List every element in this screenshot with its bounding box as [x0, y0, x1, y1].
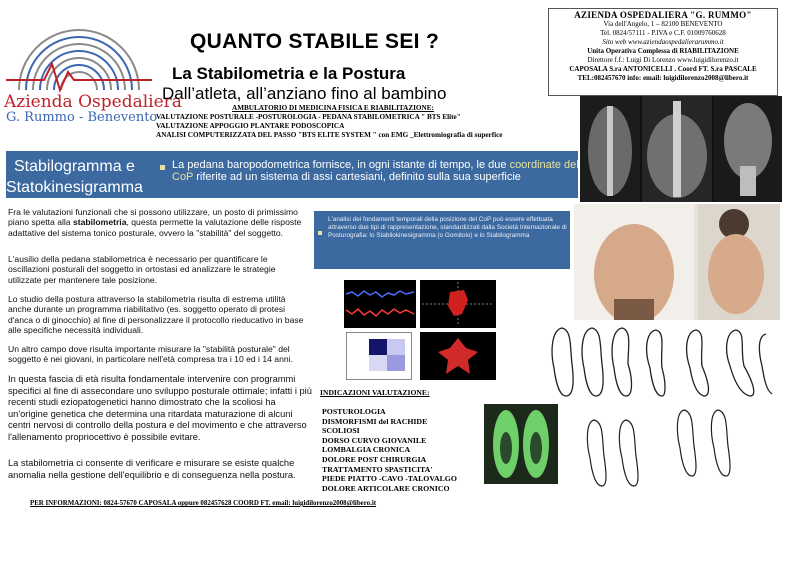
main-title: QUANTO STABILE SEI ?	[190, 30, 440, 53]
para1-text: Fra le valutazioni funzionali che si possono utilizzare, un posto di primissimo piano spetta alla	[8, 207, 298, 228]
footer-info: PER INFORMAZIONI: 0824-57670 CAPOSALA oppure 082457628 COORD FT. email: luigidilorenzo2008@libero.it	[30, 500, 377, 507]
contact-line: Sito web www.aziendaospedalierarummo.it	[602, 38, 724, 46]
ambulatorio-line-3: ANALISI COMPUTERIZZATA DEL PASSO "BTS ELITE SYSTEM " con EMG _Elettromiografia di superfice	[156, 131, 503, 139]
banner-label-line1: Stabilogramma e	[14, 158, 135, 175]
paragraph-4: Un altro campo dove risulta importante misurare la "stabilità posturale" del soggetto è nei giovani, in particolare nell'età compresa tra i 10 ed i 14 anni.	[8, 344, 293, 365]
paragraph-6: La stabilometria ci consente di verificare e misurare se esiste qualche anomalia nella gestione dell'equilibrio e di conseguenza nella postura.	[8, 458, 296, 480]
bullet-icon	[160, 165, 165, 170]
banner-label-line2: Statokinesigramma	[6, 179, 143, 196]
stabilogram-plot	[344, 280, 416, 328]
contact-line: Unita Operativa Complessa di RIABILITAZIONE	[587, 47, 739, 55]
contact-line: TEL:082457670 info: email: luigidilorenzo2008@libero.it	[577, 74, 749, 82]
paragraph-5: In questa fascia di età risulta fondamentale intervenire con programmi specifici al fine di assecondare uno sviluppo posturale ottimale; infatti i più recenti studi eziopatogenetici hanno dimostrato che la scoliosi ha un'origine genetica che determina una ritardata maturazione di alcuni centri nervosi di controllo della postura e del movimento e che attraverso l'allenamento propriocettivo è possibile evitare.	[8, 374, 312, 442]
paragraph-2: L'ausilio della pedana stabilometrica è necessario per quantificare le oscillazioni posturali del soggetto in ortostasi ed analizzare le strategie utilizzate per mantenere tale posizione.	[8, 254, 276, 285]
indications-title: INDICAZIONI VALUTAZIONE:	[320, 388, 430, 397]
banner-text-part: La pedana baropodometrica fornisce, in ogni istante di tempo, le due	[172, 159, 510, 171]
contact-box-title: AZIENDA OSPEDALIERA "G. RUMMO"	[574, 10, 752, 20]
para1-bold: stabilometria	[72, 217, 127, 228]
list-item: SCOLIOSI	[322, 426, 360, 436]
tagline: Dall’atleta, all’anziano fino al bambino	[162, 84, 447, 103]
list-item: DISMORFISMI del RACHIDE	[322, 416, 428, 426]
logo-line1: Azienda Ospedaliera	[4, 92, 182, 112]
banner-text-part: riferite ad un sistema di assi cartesiani, definito sulla sua superficie	[193, 171, 521, 183]
list-item: LOMBALGIA CRONICA	[322, 445, 411, 455]
list-item: DORSO CURVO GIOVANILE	[322, 435, 427, 445]
logo-line2: G. Rummo - Benevento	[6, 110, 158, 125]
xray-image	[580, 96, 782, 202]
ambulatorio-line-1: VALUTAZIONE POSTURALE -POSTUROLOGIA - PEDANA STABILOMETRICA " BTS Elite"	[156, 113, 461, 121]
contact-line: Tel. 0824/57111 - P.IVA e C.F. 01009760628	[600, 29, 726, 37]
subtitle: La Stabilometria e la Postura	[172, 64, 406, 83]
stability-matrix	[346, 332, 412, 380]
podoscope-photo	[484, 404, 558, 484]
list-item: TRATTAMENTO SPASTICITA'	[322, 464, 433, 474]
list-item: PIEDE PIATTO -CAVO -TALOVALGO	[322, 474, 457, 484]
banner-highlight: coordinate del CoP	[172, 159, 579, 183]
list-item: DOLORE POST CHIRURGIA	[322, 454, 427, 464]
contact-line: CAPOSALA S.ra ANTONICELLI . Coord FT. S.ra PASCALE	[569, 65, 757, 73]
statokinesigram-plot	[420, 280, 496, 328]
contact-line: Via dell'Angelo, 1 – 82100 BENEVENTO	[603, 20, 723, 28]
list-item: DOLORE ARTICOLARE CRONICO	[322, 483, 450, 493]
ambulatorio-line-2: VALUTAZIONE APPOGGIO PLANTARE PODOSCOPICA	[156, 122, 345, 130]
contact-box	[548, 8, 778, 96]
ambulatorio-heading: AMBULATORIO DI MEDICINA FISICA E RIABILITAZIONE:	[232, 104, 434, 112]
logo-arcs-icon	[4, 2, 154, 97]
footprint-diagram	[540, 320, 780, 402]
paragraph-3: Lo studio della postura attraverso la stabilometria risulta di estrema utilità anche durante un programma riabilitativo (es. soggetto operato di protesi d'anca o di ginocchio) al fine di personalizzare il protocollo rieducativo in base alle specifiche necessità individuali.	[8, 294, 304, 336]
para1-text: , questa permette la valutazione delle risposte adattative del sistema tonico posturale, ovvero la "stabilità" del soggetto.	[8, 217, 302, 238]
bullet-icon	[318, 231, 322, 235]
banner-text	[172, 159, 580, 183]
indications-list	[322, 407, 457, 493]
callout-text: L'analisi dei fondamenti temporali della posizione del CoP può essere effettuata attraverso due tipi di rappresentazione, standardizzati dalla Società Internazionale di Posturografia: lo Stabilokinesigramma (o Gomitolo) e lo Stabilogramma	[328, 216, 567, 240]
pressure-map	[420, 332, 496, 380]
posture-photo	[574, 204, 780, 320]
list-item: POSTUROLOGIA	[322, 407, 386, 416]
contact-line: Direttore f.f.: Luigi Di Lorenzo www.luigidilorenzo.it	[587, 56, 739, 64]
footprint-types-diagram	[566, 398, 780, 490]
intro-paragraph	[8, 207, 310, 238]
